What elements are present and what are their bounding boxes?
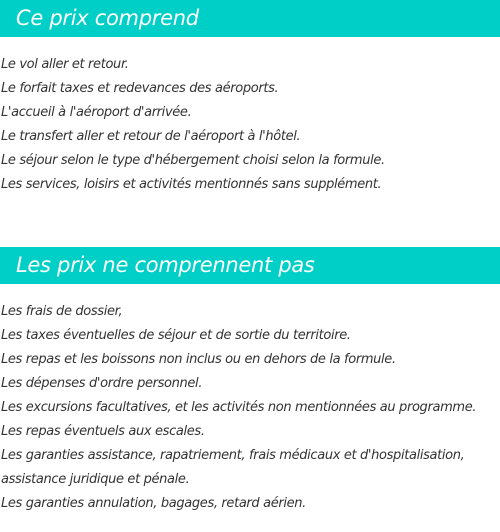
list-item: Les services, loisirs et activités mentionnés sans supplément. <box>1 177 382 192</box>
list-item: Les excursions facultatives, et les activités non mentionnées au programme. <box>1 400 477 415</box>
excluded-list <box>1 300 497 516</box>
included-list <box>1 53 497 197</box>
list-item: Les repas et les boissons non inclus ou en dehors de la formule. <box>1 352 396 367</box>
list-item: Le transfert aller et retour de l'aéroport à l'hôtel. <box>1 129 301 144</box>
list-item: Le forfait taxes et redevances des aéroports. <box>1 81 279 96</box>
list-item: L'accueil à l'aéroport d'arrivée. <box>1 105 192 120</box>
list-item: Les frais de dossier, <box>1 304 123 319</box>
list-item: Les garanties annulation, bagages, retard aérien. <box>1 496 306 511</box>
list-item: Les taxes éventuelles de séjour et de sortie du territoire. <box>1 328 351 343</box>
list-item: Les repas éventuels aux escales. <box>1 424 205 439</box>
list-item: Le vol aller et retour. <box>1 57 129 72</box>
list-item: Les garanties assistance, rapatriement, frais médicaux et d'hospitalisation, assistance juridique et pénale. <box>1 448 465 487</box>
list-item: Les dépenses d'ordre personnel. <box>1 376 203 391</box>
list-item: Le séjour selon le type d'hébergement choisi selon la formule. <box>1 153 385 168</box>
included-section-heading: Ce prix comprend <box>0 0 500 37</box>
excluded-section-heading: Les prix ne comprennent pas <box>0 247 500 284</box>
